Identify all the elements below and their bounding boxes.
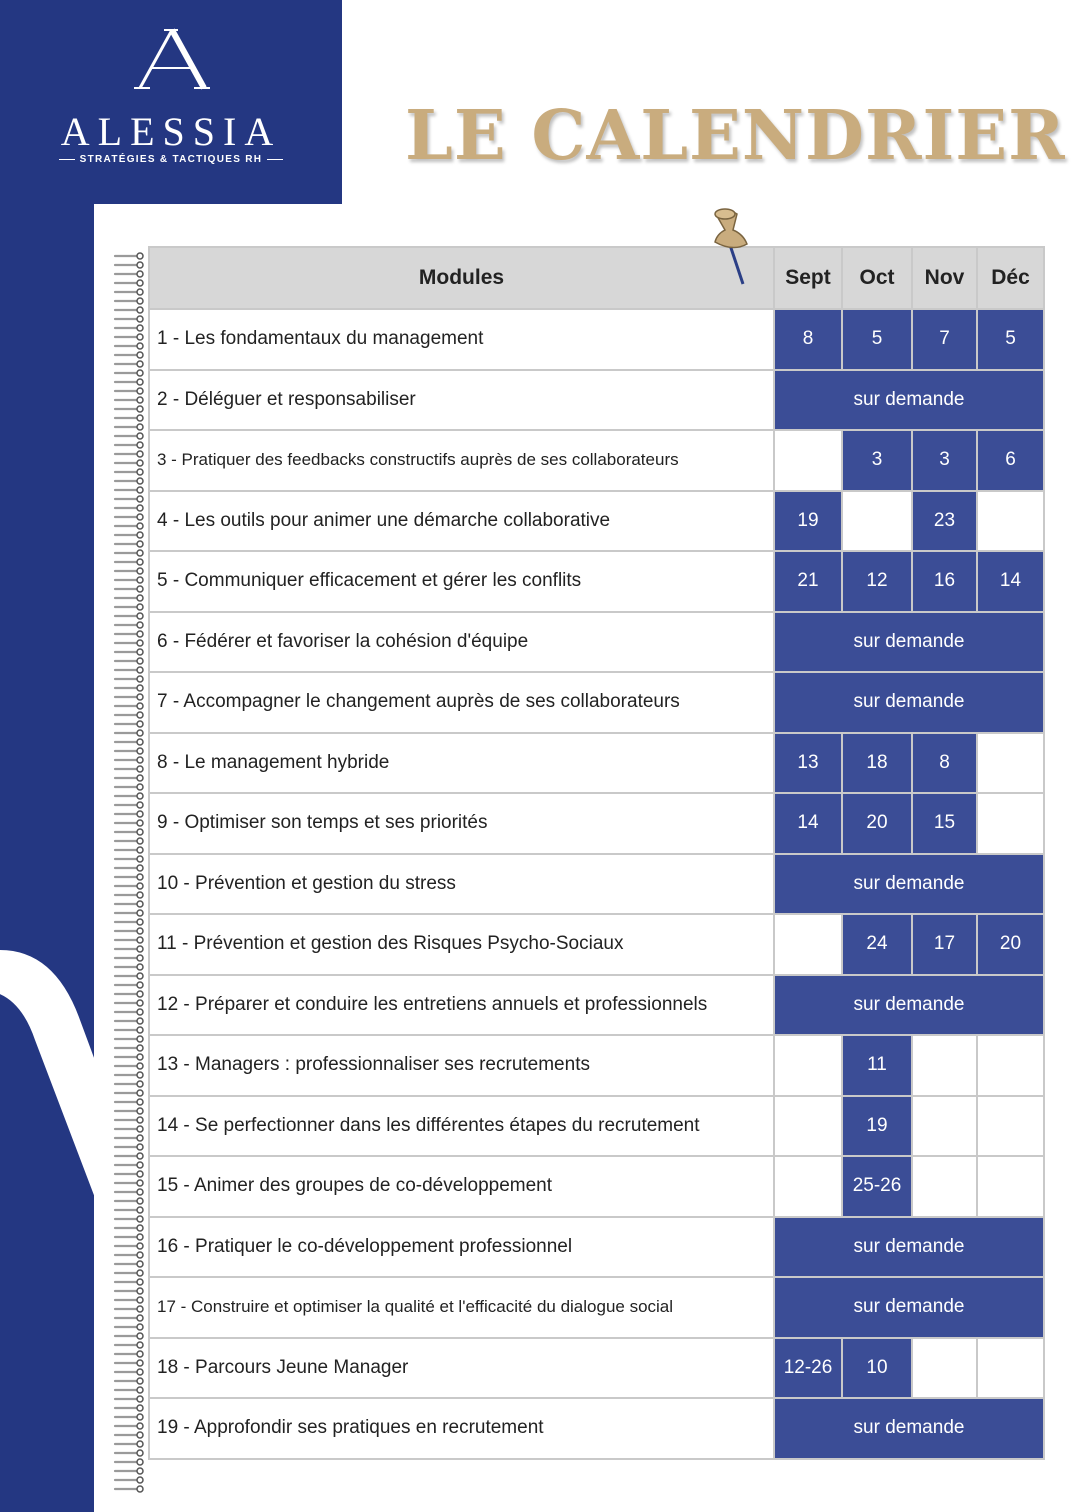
date-cell: 21 xyxy=(774,551,842,612)
table-row xyxy=(149,1217,1044,1278)
module-name: 15 - Animer des groupes de co-développement xyxy=(149,1156,774,1217)
table-row xyxy=(149,914,1044,975)
module-name: 4 - Les outils pour animer une démarche collaborative xyxy=(149,491,774,552)
on-demand-cell: sur demande xyxy=(774,1217,1044,1278)
date-cell: 8 xyxy=(912,733,977,794)
date-cell: 12-26 xyxy=(774,1338,842,1399)
table-row xyxy=(149,1398,1044,1459)
date-cell xyxy=(912,1338,977,1399)
date-cell: 24 xyxy=(842,914,912,975)
header-month: Déc xyxy=(977,247,1044,309)
date-cell xyxy=(774,430,842,491)
table-row xyxy=(149,793,1044,854)
module-name: 3 - Pratiquer des feedbacks constructifs auprès de ses collaborateurs xyxy=(149,430,774,491)
module-name: 6 - Fédérer et favoriser la cohésion d'équipe xyxy=(149,612,774,673)
date-cell: 5 xyxy=(977,309,1044,370)
module-name: 7 - Accompagner le changement auprès de ses collaborateurs xyxy=(149,672,774,733)
date-cell xyxy=(774,1156,842,1217)
date-cell xyxy=(977,733,1044,794)
module-name: 8 - Le management hybride xyxy=(149,733,774,794)
module-name: 1 - Les fondamentaux du management xyxy=(149,309,774,370)
on-demand-cell: sur demande xyxy=(774,854,1044,915)
table-row xyxy=(149,1096,1044,1157)
header-month: Oct xyxy=(842,247,912,309)
table-row xyxy=(149,309,1044,370)
date-cell xyxy=(977,1156,1044,1217)
module-name: 10 - Prévention et gestion du stress xyxy=(149,854,774,915)
table-row xyxy=(149,370,1044,431)
on-demand-cell: sur demande xyxy=(774,612,1044,673)
date-cell: 3 xyxy=(912,430,977,491)
date-cell: 14 xyxy=(977,551,1044,612)
module-name: 14 - Se perfectionner dans les différentes étapes du recrutement xyxy=(149,1096,774,1157)
date-cell: 6 xyxy=(977,430,1044,491)
on-demand-cell: sur demande xyxy=(774,370,1044,431)
date-cell xyxy=(977,1096,1044,1157)
date-cell: 25-26 xyxy=(842,1156,912,1217)
date-cell xyxy=(977,491,1044,552)
table-row xyxy=(149,733,1044,794)
brand-logo xyxy=(0,0,342,204)
table-row xyxy=(149,1338,1044,1399)
header-month: Sept xyxy=(774,247,842,309)
header-modules: Modules xyxy=(149,247,774,309)
date-cell: 15 xyxy=(912,793,977,854)
date-cell: 14 xyxy=(774,793,842,854)
table-row xyxy=(149,1156,1044,1217)
date-cell xyxy=(977,793,1044,854)
schedule-table xyxy=(148,246,1045,1460)
date-cell: 10 xyxy=(842,1338,912,1399)
date-cell: 16 xyxy=(912,551,977,612)
date-cell: 20 xyxy=(977,914,1044,975)
module-name: 9 - Optimiser son temps et ses priorités xyxy=(149,793,774,854)
date-cell xyxy=(774,1035,842,1096)
date-cell: 12 xyxy=(842,551,912,612)
on-demand-cell: sur demande xyxy=(774,672,1044,733)
date-cell xyxy=(842,491,912,552)
date-cell: 23 xyxy=(912,491,977,552)
page-title: LE CALENDRIER xyxy=(405,96,1066,176)
on-demand-cell: sur demande xyxy=(774,1277,1044,1338)
table-row xyxy=(149,491,1044,552)
date-cell xyxy=(912,1156,977,1217)
brand-name: ALESSIA xyxy=(60,109,282,154)
table-row xyxy=(149,975,1044,1036)
date-cell xyxy=(977,1035,1044,1096)
push-pin-icon xyxy=(703,206,759,286)
table-header-row xyxy=(149,247,1044,309)
table-row xyxy=(149,612,1044,673)
module-name: 17 - Construire et optimiser la qualité et l'efficacité du dialogue social xyxy=(149,1277,774,1338)
table-row xyxy=(149,551,1044,612)
table-row xyxy=(149,854,1044,915)
date-cell: 18 xyxy=(842,733,912,794)
module-name: 5 - Communiquer efficacement et gérer les conflits xyxy=(149,551,774,612)
module-name: 18 - Parcours Jeune Manager xyxy=(149,1338,774,1399)
date-cell: 7 xyxy=(912,309,977,370)
module-name: 2 - Déléguer et responsabiliser xyxy=(149,370,774,431)
table-row xyxy=(149,672,1044,733)
brand-a-icon xyxy=(132,26,212,92)
header-month: Nov xyxy=(912,247,977,309)
date-cell xyxy=(912,1096,977,1157)
module-name: 13 - Managers : professionnaliser ses recrutements xyxy=(149,1035,774,1096)
brand-tagline: STRATÉGIES & TACTIQUES RH xyxy=(0,154,342,165)
date-cell xyxy=(977,1338,1044,1399)
on-demand-cell: sur demande xyxy=(774,1398,1044,1459)
module-name: 11 - Prévention et gestion des Risques Psycho-Sociaux xyxy=(149,914,774,975)
date-cell: 5 xyxy=(842,309,912,370)
date-cell: 17 xyxy=(912,914,977,975)
module-name: 12 - Préparer et conduire les entretiens annuels et professionnels xyxy=(149,975,774,1036)
date-cell: 20 xyxy=(842,793,912,854)
date-cell xyxy=(774,914,842,975)
table-row xyxy=(149,1277,1044,1338)
date-cell: 13 xyxy=(774,733,842,794)
date-cell: 19 xyxy=(774,491,842,552)
date-cell: 8 xyxy=(774,309,842,370)
date-cell xyxy=(912,1035,977,1096)
table-row xyxy=(149,430,1044,491)
date-cell: 11 xyxy=(842,1035,912,1096)
on-demand-cell: sur demande xyxy=(774,975,1044,1036)
module-name: 19 - Approfondir ses pratiques en recrutement xyxy=(149,1398,774,1459)
date-cell: 19 xyxy=(842,1096,912,1157)
date-cell: 3 xyxy=(842,430,912,491)
module-name: 16 - Pratiquer le co-développement professionnel xyxy=(149,1217,774,1278)
table-row xyxy=(149,1035,1044,1096)
spiral-binding-icon xyxy=(112,252,150,1500)
date-cell xyxy=(774,1096,842,1157)
